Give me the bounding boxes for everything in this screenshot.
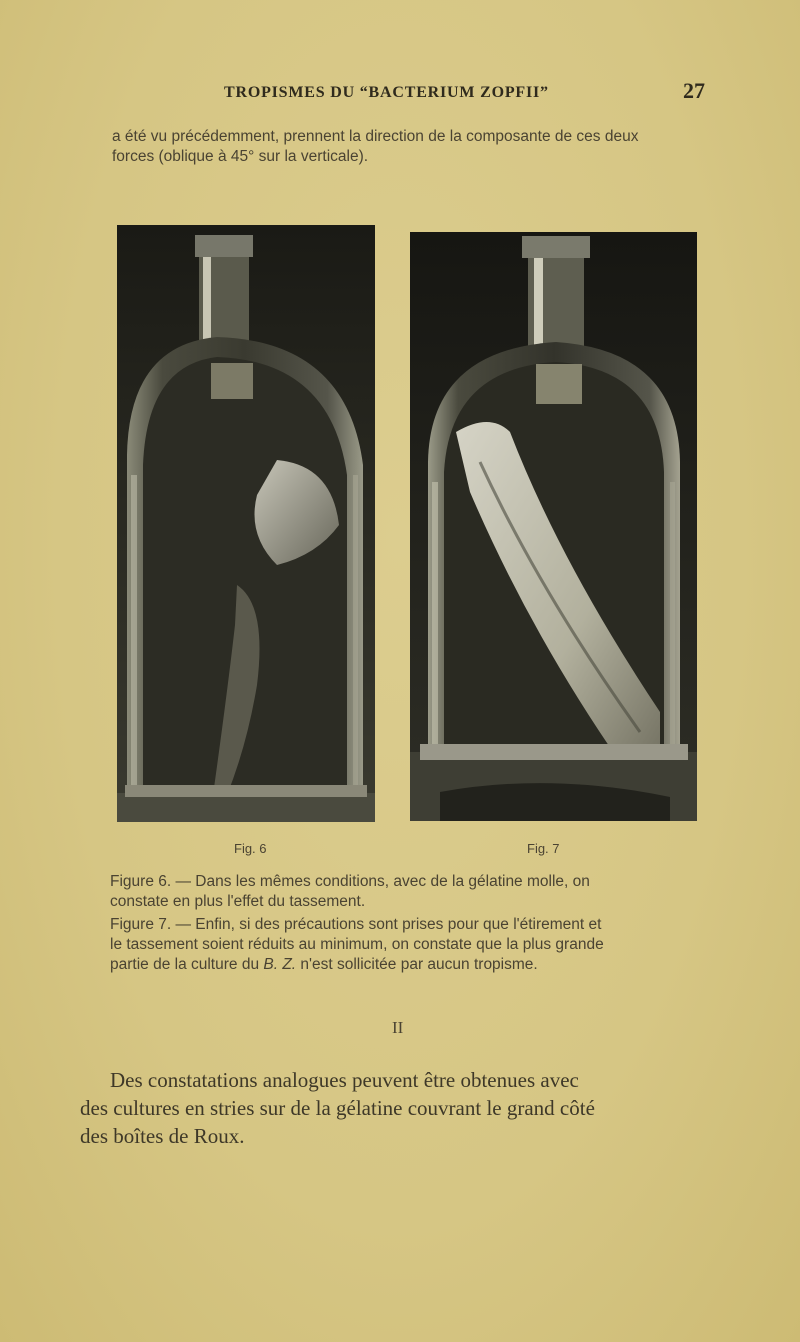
intro-line-2: forces (oblique à 45° sur la verticale).	[112, 148, 369, 165]
running-title: TROPISMES DU “BACTERIUM ZOPFII”	[224, 84, 549, 101]
section-line-2: des cultures en stries sur de la gélatine couvrant le grand côté	[80, 1096, 595, 1120]
caption-figure-6	[110, 872, 710, 912]
section-numeral: II	[392, 1018, 404, 1037]
flask-photo-icon	[410, 232, 697, 821]
caption-7-line-2: le tassement soient réduits au minimum, on constate que la plus grande	[110, 936, 604, 953]
figure-7-label: Fig. 7	[527, 841, 560, 856]
intro-line-1: a été vu précédemment, prennent la direction de la composante de ces deux	[112, 128, 639, 145]
section-line-1: Des constatations analogues peuvent être obtenues avec	[110, 1068, 579, 1092]
figure-7-photo	[410, 232, 697, 821]
caption-7-line-3-post: n'est sollicitée par aucun tropisme.	[296, 956, 538, 973]
page-number: 27	[683, 78, 705, 103]
caption-6-line-2: constate en plus l'effet du tassement.	[110, 893, 366, 910]
running-head	[0, 78, 800, 114]
section-paragraph	[80, 1066, 720, 1150]
caption-6-line-1: Figure 6. — Dans les mêmes conditions, avec de la gélatine molle, on	[110, 873, 590, 890]
caption-7-species: B. Z.	[263, 956, 297, 973]
figure-6-photo	[117, 225, 375, 822]
figure-6-label: Fig. 6	[234, 841, 267, 856]
flask-photo-icon	[117, 225, 375, 822]
section-line-3: des boîtes de Roux.	[80, 1124, 245, 1148]
intro-paragraph	[112, 127, 712, 167]
caption-7-line-3	[110, 955, 710, 975]
caption-7-line-1: Figure 7. — Enfin, si des précautions sont prises pour que l'étirement et	[110, 916, 602, 933]
caption-7-line-3-pre: partie de la culture du	[110, 956, 264, 973]
caption-figure-7	[110, 915, 710, 975]
